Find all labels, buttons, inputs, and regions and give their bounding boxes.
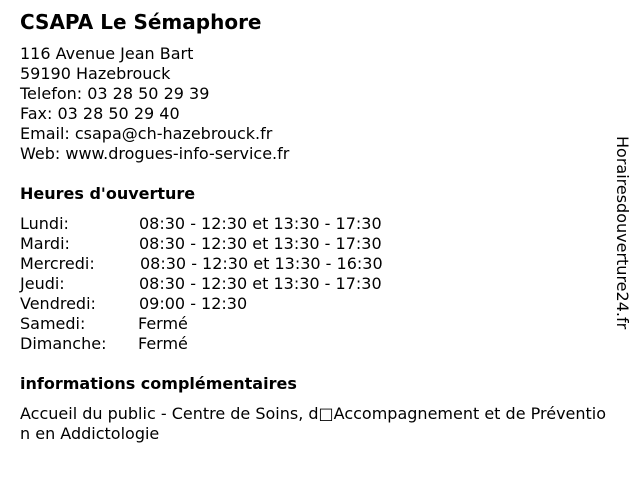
phone-number: Telefon: 03 28 50 29 39 <box>20 84 210 103</box>
fax-number: Fax: 03 28 50 29 40 <box>20 104 180 123</box>
contact-block <box>20 44 289 164</box>
time-value: 08:30 - 12:30 et 13:30 - 17:30 <box>139 234 382 253</box>
city-address: 59190 Hazebrouck <box>20 64 171 83</box>
time-value: Fermé <box>138 314 188 333</box>
day-label: Jeudi: <box>20 274 65 293</box>
street-address: 116 Avenue Jean Bart <box>20 44 194 63</box>
email-address: Email: csapa@ch-hazebrouck.fr <box>20 124 273 143</box>
day-label: Mercredi: <box>20 254 95 273</box>
day-label: Mardi: <box>20 234 70 253</box>
time-value: Fermé <box>138 334 188 353</box>
time-value: 08:30 - 12:30 et 13:30 - 17:30 <box>139 274 382 293</box>
day-label: Lundi: <box>20 214 69 233</box>
time-value: 08:30 - 12:30 et 13:30 - 16:30 <box>140 254 383 273</box>
website: Web: www.drogues-info-service.fr <box>20 144 290 163</box>
page-title: CSAPA Le Sémaphore <box>20 10 262 34</box>
day-label: Samedi: <box>20 314 86 333</box>
info-description: Accueil du public - Centre de Soins, d□Accompagnement et de Prévention en Addictologie <box>20 404 607 443</box>
time-value: 08:30 - 12:30 et 13:30 - 17:30 <box>139 214 382 233</box>
hours-heading: Heures d'ouverture <box>20 184 196 203</box>
time-value: 09:00 - 12:30 <box>139 294 248 313</box>
day-label: Dimanche: <box>20 334 107 353</box>
site-watermark: Horairesdouverture24.fr <box>613 136 632 330</box>
day-label: Vendredi: <box>20 294 96 313</box>
info-heading: informations complémentaires <box>20 374 297 393</box>
